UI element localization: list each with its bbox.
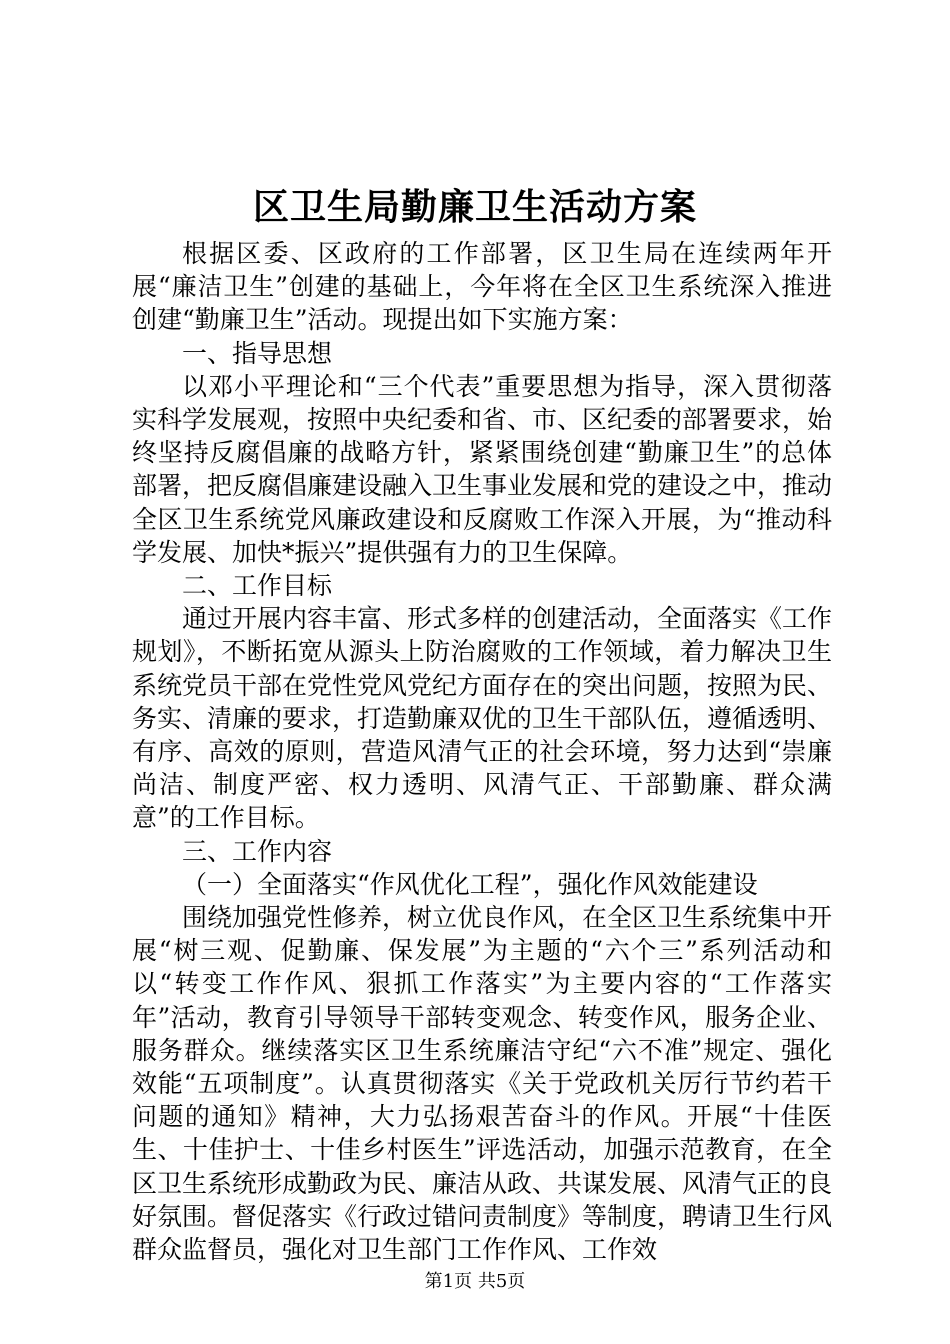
work-goals-paragraph: 通过开展内容丰富、形式多样的创建活动，全面落实《工作规划》，不断拓宽从源头上防治腐败的工作领域，着力解决卫生系统党员干部在党性党风党纪方面存在的突出问题，按照为民、务实、清廉的要求，打造勤廉双优的卫生干部队伍，遵循透明、有序、高效的原则，营造风清气正的社会环境，努力达到“崇廉尚洁、制度严密、权力透明、风清气正、干部勤廉、群众满意”的工作目标。 (132, 604, 833, 833)
subsection-1-paragraph: 围绕加强党性修养，树立优良作风，在全区卫生系统集中开展“树三观、促勤廉、保发展”为主题的“六个三”系列活动和以“转变工作作风、狠抓工作落实”为主要内容的“工作落实年”活动，教育引导领导干部转变观念、转变作风，服务企业、服务群众。继续落实区卫生系统廉洁守纪“六不准”规定、强化效能“五项制度”。认真贯彻落实《关于党政机关厉行节约若干问题的通知》精神，大力弘扬艰苦奋斗的作风。开展“十佳医生、十佳护士、十佳乡村医生”评选活动，加强示范教育，在全区卫生系统形成勤政为民、廉洁从政、共谋发展、风清气正的良好氛围。督促落实《行政过错问责制度》等制度，聘请卫生行风群众监督员，强化对卫生部门工作作风、工作效 (132, 903, 833, 1265)
document-title: 区卫生局勤廉卫生活动方案 (252, 186, 697, 228)
section-heading-work-content: 三、工作内容 (182, 836, 333, 866)
page-number-footer: 第1页 共5页 (424, 1271, 526, 1292)
section-heading-work-goals: 二、工作目标 (182, 571, 333, 601)
subsection-heading-1: （一）全面落实“作风优化工程”，强化作风效能建设 (182, 869, 758, 899)
intro-paragraph: 根据区委、区政府的工作部署，区卫生局在连续两年开展“廉洁卫生”创建的基础上，今年将在全区卫生系统深入推进创建“勤廉卫生”活动。现提出如下实施方案： (132, 239, 832, 335)
document-body (132, 237, 832, 1266)
guiding-ideology-paragraph: 以邓小平理论和“三个代表”重要思想为指导，深入贯彻落实科学发展观，按照中央纪委和省、市、区纪委的部署要求，始终坚持反腐倡廉的战略方针，紧紧围绕创建“勤廉卫生”的总体部署，把反腐倡廉建设融入卫生事业发展和党的建设之中，推动全区卫生系统党风廉政建设和反腐败工作深入开展，为“推动科学发展、加快*振兴”提供强有力的卫生保障。 (132, 371, 833, 567)
section-heading-guiding-ideology: 一、指导思想 (182, 338, 333, 368)
